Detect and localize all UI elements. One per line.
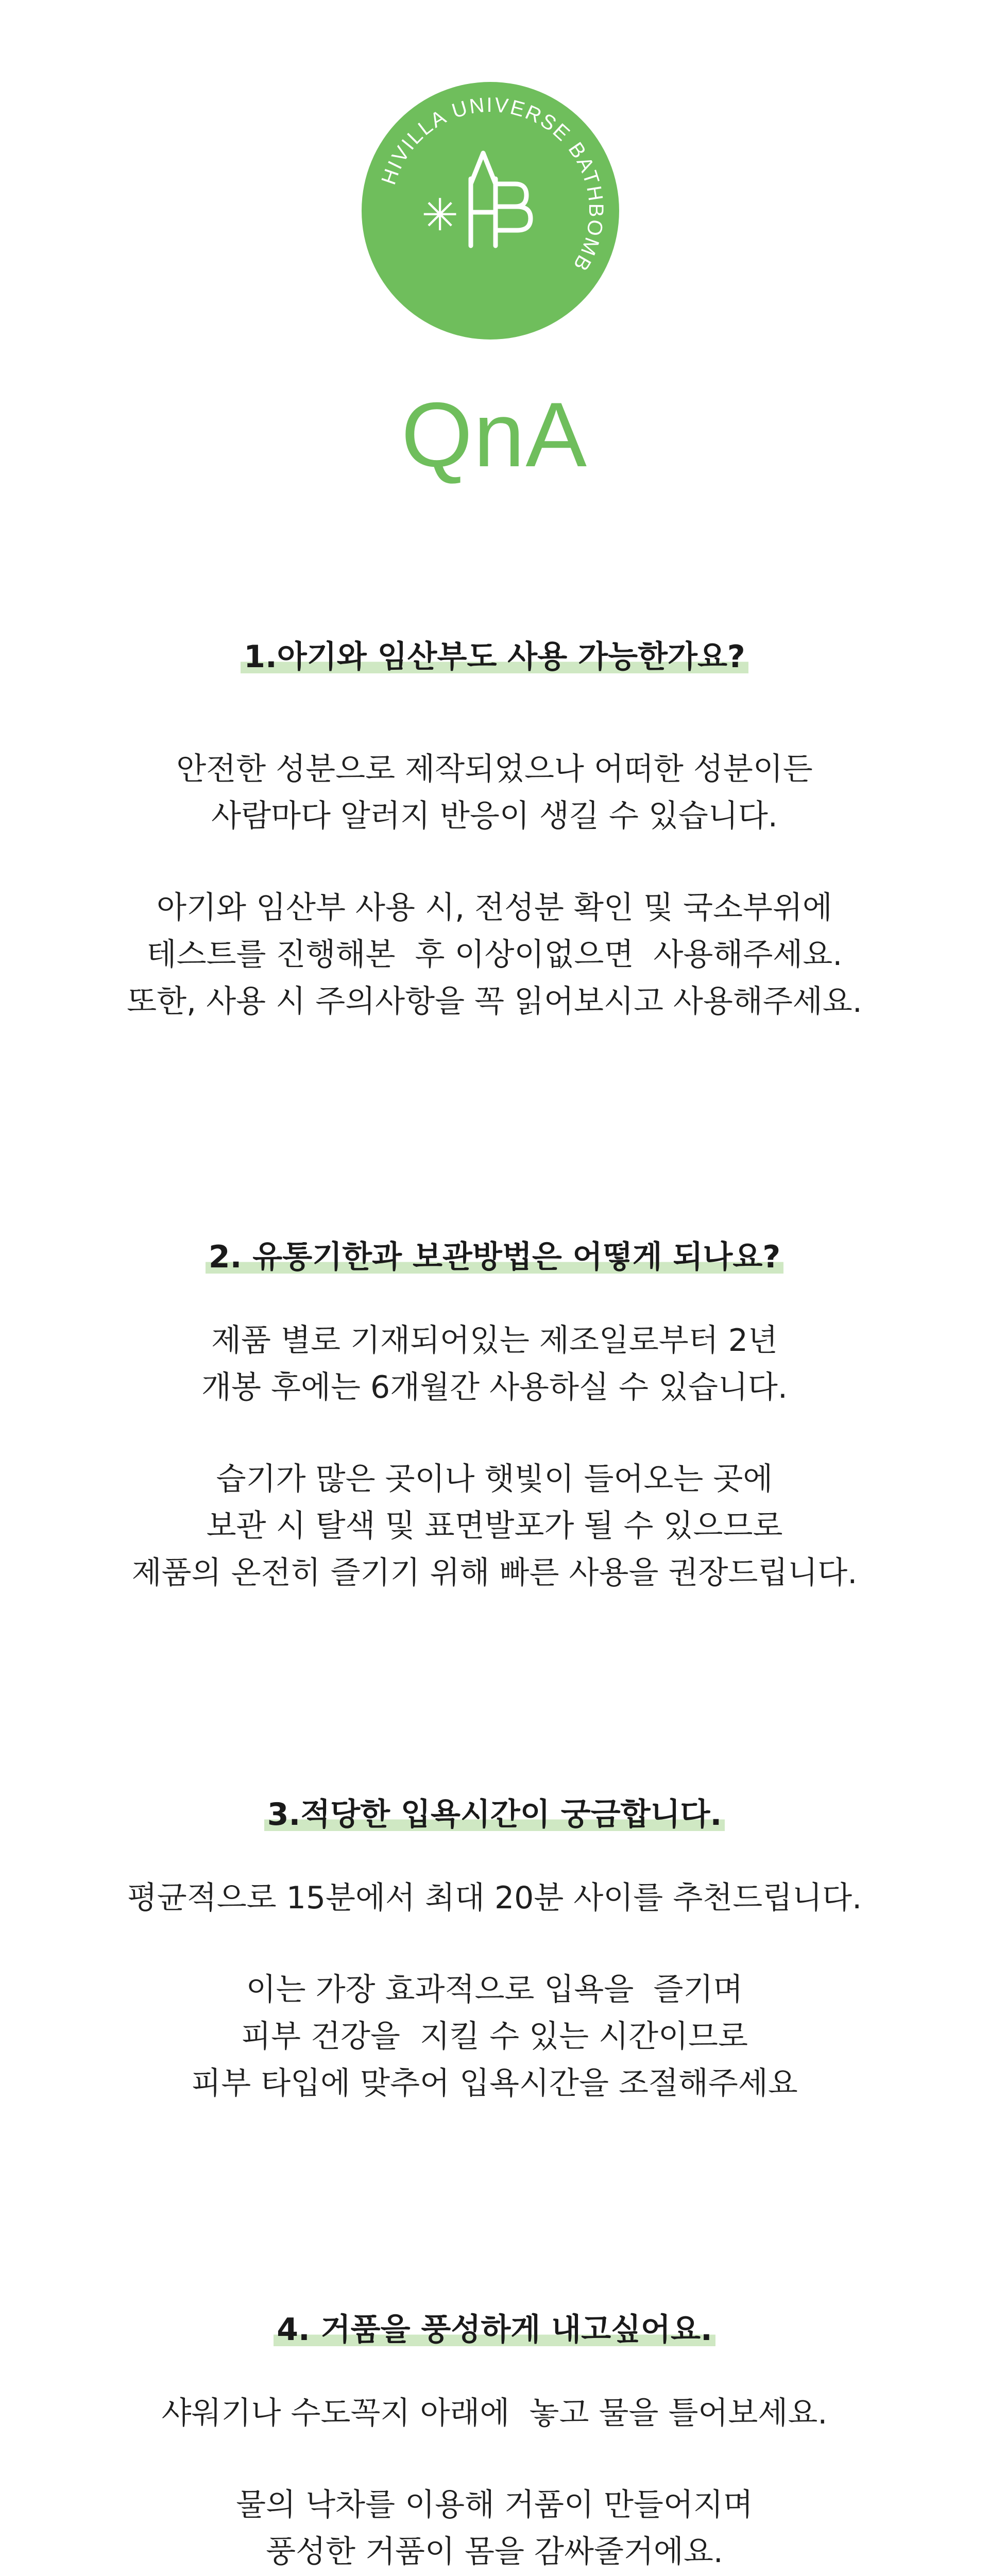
answer-paragraph xyxy=(0,1317,989,1411)
answer-line: 안전한 성분으로 제작되었으나 어떠한 성분이든 xyxy=(176,751,813,787)
answer-line: 피부 건강을 지킬 수 있는 시간이므로 xyxy=(241,2019,748,2055)
faq-item-2 xyxy=(0,1236,989,1597)
faq-answer xyxy=(0,1317,989,1597)
answer-paragraph xyxy=(0,2482,989,2575)
faq-answer xyxy=(0,2390,989,2575)
answer-paragraph xyxy=(0,2390,989,2437)
answer-line: 제품의 온전히 즐기기 위해 빠른 사용을 권장드립니다. xyxy=(131,1555,858,1591)
answer-line: 테스트를 진행해본 후 이상이없으면 사용해주세요. xyxy=(146,937,843,973)
answer-line: 피부 타입에 맞추어 입욕시간을 조절해주세요 xyxy=(191,2065,798,2102)
answer-line: 물의 낙차를 이용해 거품이 만들어지며 xyxy=(236,2487,753,2523)
faq-question: 3.적당한 입욕시간이 궁금합니다. xyxy=(264,1794,725,1835)
faq-question: 2. 유통기한과 보관방법은 어떻게 되나요? xyxy=(206,1236,783,1278)
answer-paragraph xyxy=(0,1875,989,1922)
answer-line: 평균적으로 15분에서 최대 20분 사이를 추천드립니다. xyxy=(127,1880,862,1916)
logo-ring-text: HIVILLA UNIVERSE BATHBOMB xyxy=(377,93,608,276)
faq-item-4 xyxy=(0,2309,989,2575)
answer-line: 아기와 임산부 사용 시, 전성분 확인 및 국소부위에 xyxy=(157,890,832,926)
faq-question: 4. 거품을 풍성하게 내고싶어요. xyxy=(274,2309,715,2350)
answer-line: 또한, 사용 시 주의사항을 꼭 읽어보시고 사용해주세요. xyxy=(127,984,862,1020)
answer-paragraph xyxy=(0,1456,989,1597)
page-title: QnA xyxy=(401,383,588,486)
answer-line: 습기가 많은 곳이나 햇빛이 들어오는 곳에 xyxy=(216,1461,773,1497)
answer-line: 이는 가장 효과적으로 입욕을 즐기며 xyxy=(246,1972,743,2008)
answer-line: 풍성한 거품이 몸을 감싸줄거에요. xyxy=(266,2534,723,2570)
faq-question: 1.아기와 임산부도 사용 가능한가요? xyxy=(241,636,748,677)
answer-line: 제품 별로 기재되어있는 제조일로부터 2년 xyxy=(211,1323,778,1359)
answer-line: 보관 시 탈색 및 표면발포가 될 수 있으므로 xyxy=(206,1508,783,1544)
answer-paragraph xyxy=(0,1967,989,2107)
answer-paragraph xyxy=(0,746,989,840)
answer-line: 사람마다 알러지 반응이 생길 수 있습니다. xyxy=(211,798,778,834)
star-icon: ✳ xyxy=(421,190,459,241)
faq-item-3 xyxy=(0,1794,989,2107)
answer-line: 샤워기나 수도꼭지 아래에 놓고 물을 틀어보세요. xyxy=(161,2395,828,2431)
faq-item-1 xyxy=(0,636,989,1025)
answer-paragraph xyxy=(0,885,989,1025)
answer-line: 개봉 후에는 6개월간 사용하실 수 있습니다. xyxy=(201,1369,788,1405)
brand-logo xyxy=(361,81,620,341)
faq-answer xyxy=(0,1875,989,2107)
faq-answer xyxy=(0,746,989,1025)
